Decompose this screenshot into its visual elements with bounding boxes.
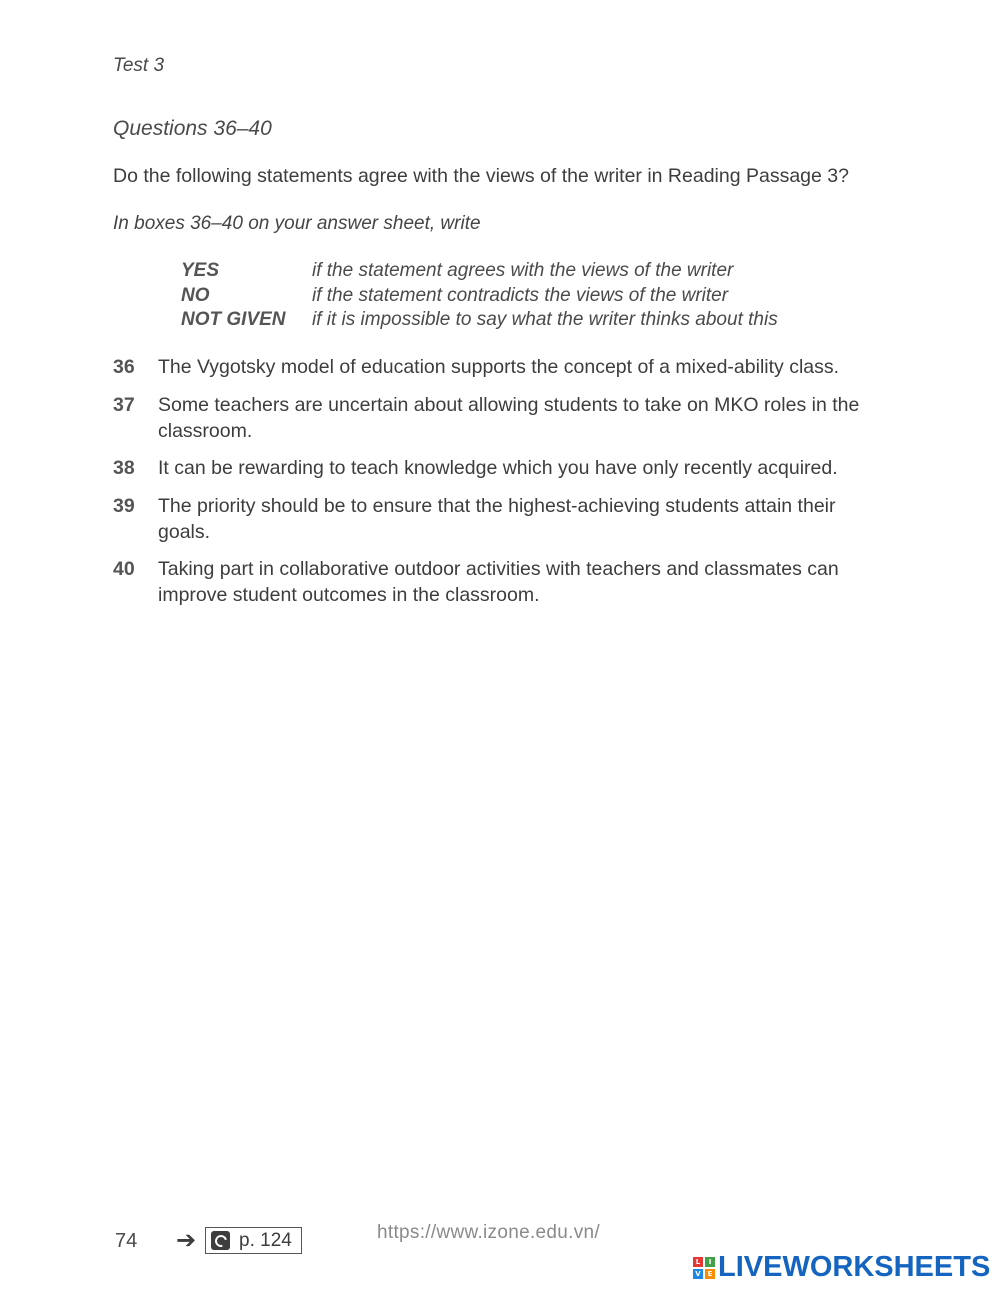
page-number: 74 bbox=[115, 1230, 138, 1252]
question-text: Some teachers are uncertain about allowing students to take on MKO roles in the classroom. bbox=[158, 394, 860, 442]
question-number: 37 bbox=[113, 394, 135, 416]
question-item bbox=[113, 556, 913, 608]
question-number: 39 bbox=[113, 495, 135, 517]
section-title: Questions 36–40 bbox=[113, 117, 272, 140]
legend-key: NO bbox=[181, 284, 210, 306]
legend-row-yes bbox=[181, 259, 778, 284]
answer-legend bbox=[181, 259, 778, 333]
answer-key-page: p. 124 bbox=[239, 1229, 292, 1251]
liveworksheets-logo-icon bbox=[693, 1257, 715, 1279]
question-item bbox=[113, 493, 913, 545]
legend-row-not-given bbox=[181, 308, 778, 333]
legend-desc: if the statement contradicts the views of the writer bbox=[312, 284, 729, 306]
logo-cell: I bbox=[705, 1257, 715, 1267]
liveworksheets-wordmark: LIVEWORKSHEETS bbox=[718, 1251, 991, 1283]
question-number: 40 bbox=[113, 558, 135, 580]
question-list bbox=[113, 354, 913, 608]
legend-desc: if it is impossible to say what the writer thinks about this bbox=[312, 309, 778, 330]
question-number: 38 bbox=[113, 457, 135, 479]
logo-cell: L bbox=[693, 1257, 703, 1267]
question-item bbox=[113, 392, 913, 444]
arrow-right-icon: ➔ bbox=[176, 1227, 197, 1254]
source-url[interactable]: https://www.izone.edu.vn/ bbox=[377, 1222, 600, 1243]
section-instruction: In boxes 36–40 on your answer sheet, write bbox=[113, 213, 481, 234]
answer-key-icon bbox=[211, 1231, 230, 1250]
question-item bbox=[113, 354, 913, 380]
test-label: Test 3 bbox=[113, 55, 165, 76]
legend-desc: if the statement agrees with the views of the writer bbox=[312, 260, 734, 281]
question-number: 36 bbox=[113, 356, 135, 378]
logo-cell: E bbox=[705, 1269, 715, 1279]
question-text: The priority should be to ensure that the highest-achieving students attain their goals. bbox=[158, 495, 836, 543]
question-text: Taking part in collaborative outdoor activities with teachers and classmates can improve student outcomes in the classroom. bbox=[158, 558, 839, 606]
legend-key: NOT GIVEN bbox=[181, 309, 286, 330]
legend-key: YES bbox=[181, 260, 220, 281]
logo-cell: V bbox=[693, 1269, 703, 1279]
legend-row-no bbox=[181, 284, 778, 309]
liveworksheets-logo[interactable] bbox=[693, 1251, 990, 1284]
section-intro: Do the following statements agree with the views of the writer in Reading Passage 3? bbox=[113, 165, 849, 187]
question-text: It can be rewarding to teach knowledge which you have only recently acquired. bbox=[158, 457, 838, 479]
question-text: The Vygotsky model of education supports the concept of a mixed-ability class. bbox=[158, 356, 840, 378]
answer-key-reference[interactable] bbox=[205, 1227, 302, 1254]
question-item bbox=[113, 455, 913, 481]
